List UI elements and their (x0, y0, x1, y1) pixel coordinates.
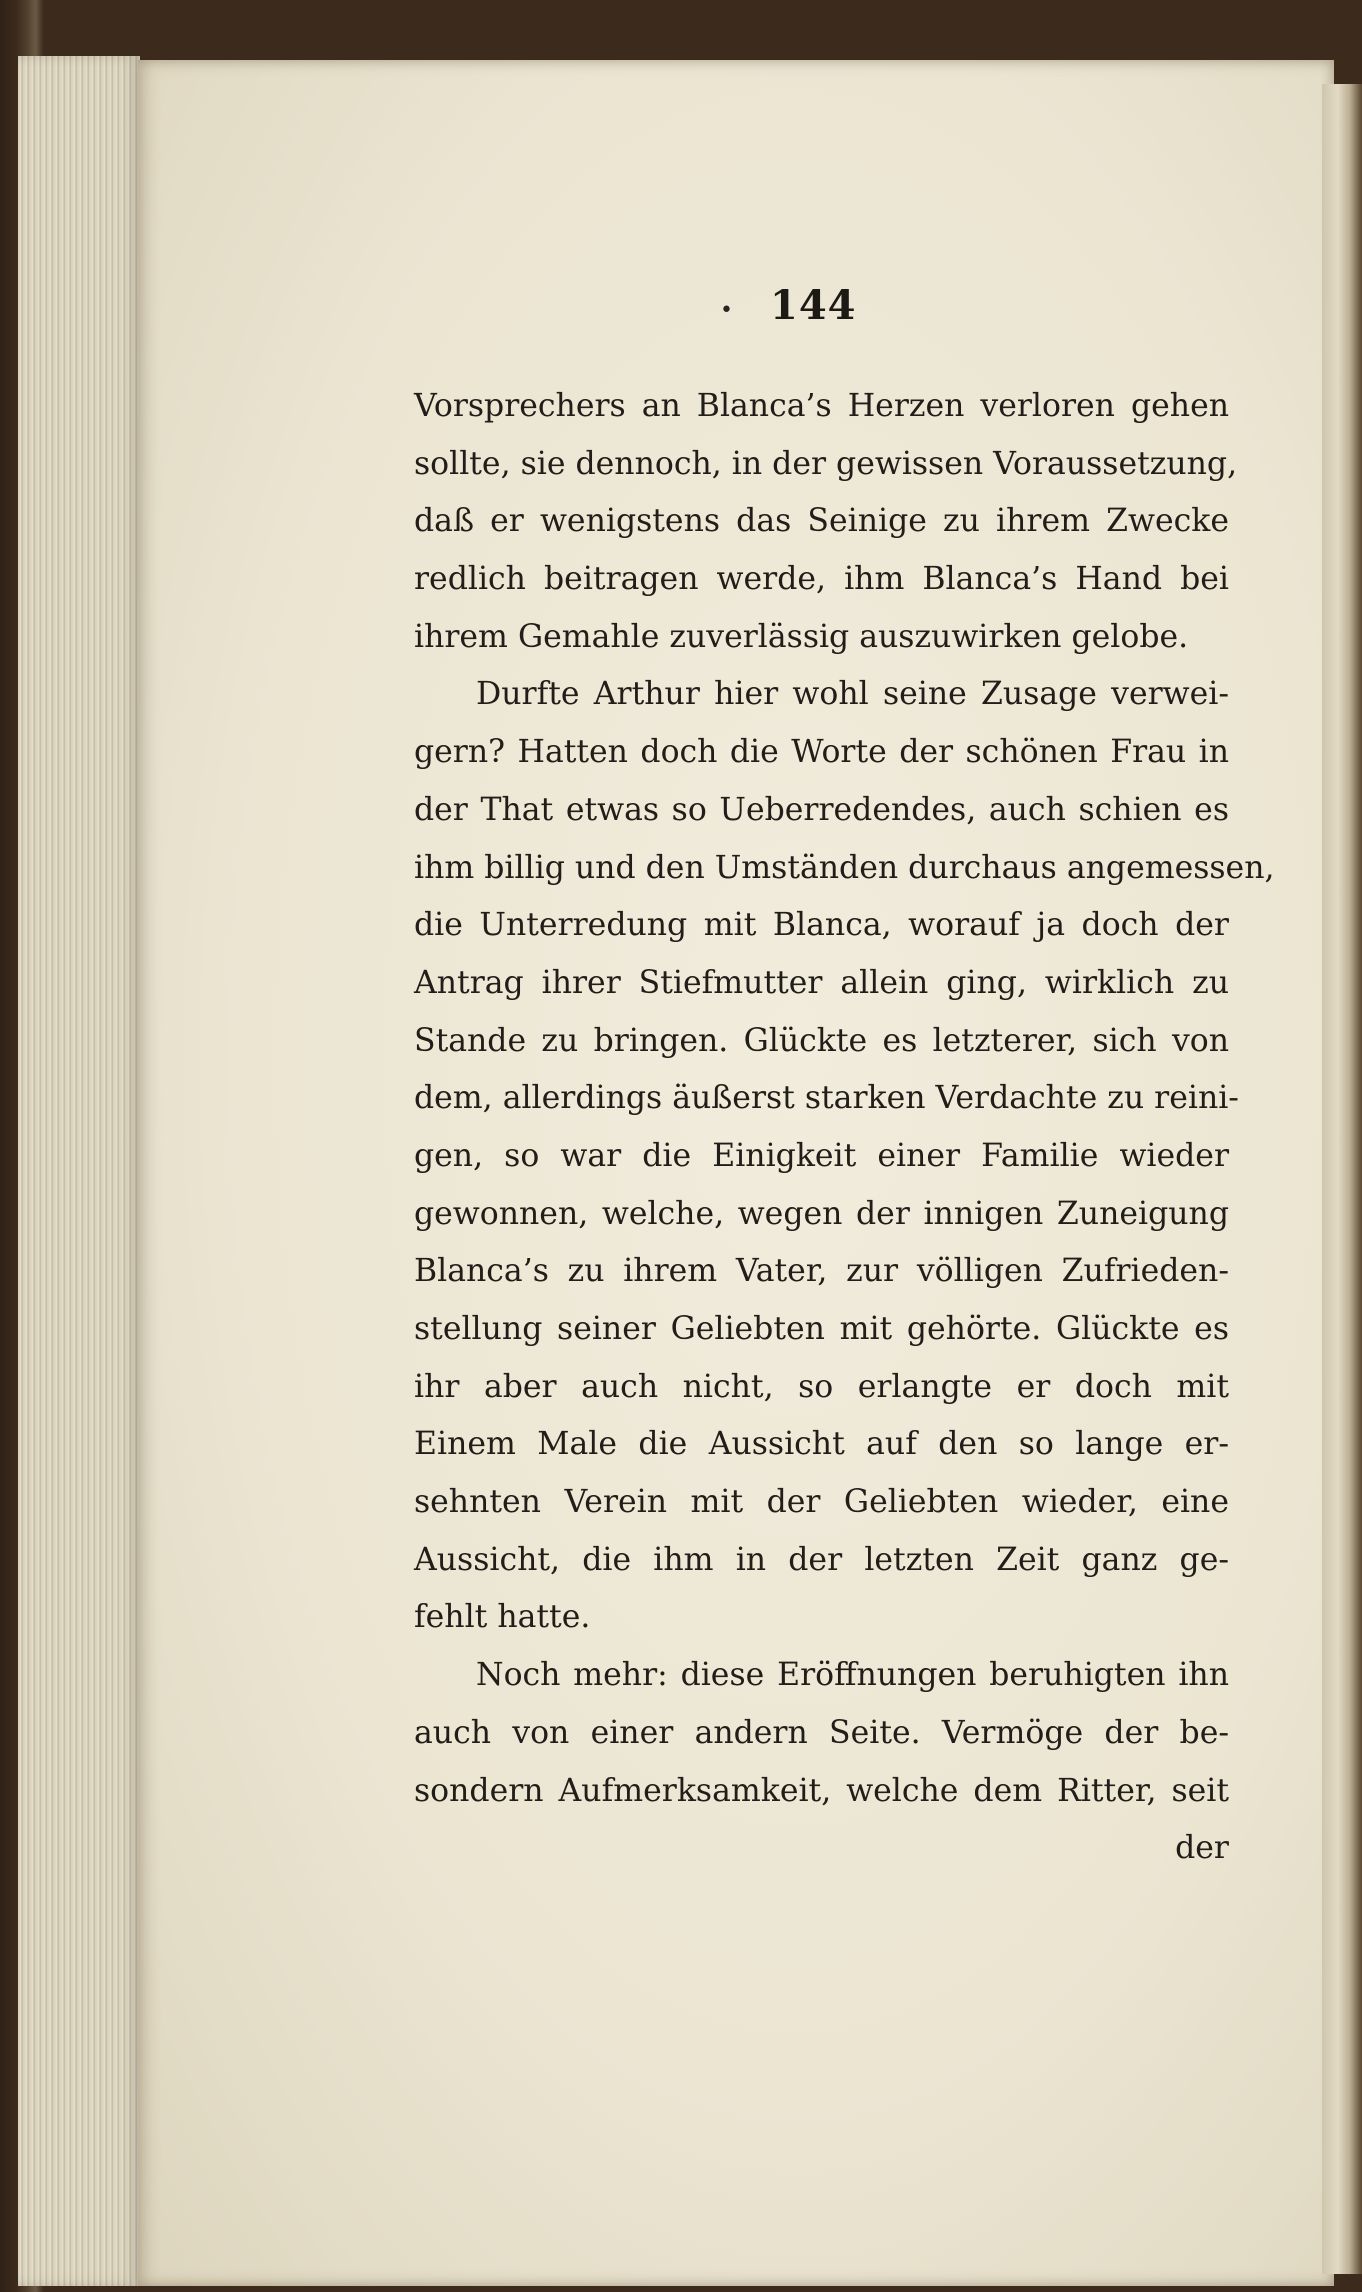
text-line: fehlt hatte. (414, 1599, 591, 1636)
header-ornament: • (720, 298, 733, 323)
text-line: Noch mehr: diese Eröffnungen beruhigten ihn (476, 1657, 1229, 1694)
text-line: sondern Aufmerksamkeit, welche dem Ritter, seit (414, 1772, 1229, 1809)
text-line: Antrag ihrer Stiefmutter allein ging, wirklich zu (414, 964, 1229, 1001)
text-line: redlich beitragen werde, ihm Blanca’s Hand bei (414, 561, 1229, 598)
text-line: ihrem Gemahle zuverlässig auszuwirken gelobe. (414, 618, 1189, 655)
text-line: sehnten Verein mit der Geliebten wieder, eine (414, 1484, 1229, 1521)
page-edge-stack (18, 56, 140, 2286)
page-number: 144 (770, 282, 857, 329)
text-line: auch von einer andern Seite. Vermöge der be- (414, 1714, 1229, 1751)
text-line: die Unterredung mit Blanca, worauf ja doch der (414, 907, 1229, 944)
text-line: Aussicht, die ihm in der letzten Zeit ganz ge- (414, 1541, 1229, 1578)
text-line: Blanca’s zu ihrem Vater, zur völligen Zufrieden- (414, 1253, 1229, 1290)
text-line: ihr aber auch nicht, so erlangte er doch mit (414, 1368, 1229, 1405)
text-line: Einem Male die Aussicht auf den so lange er- (414, 1426, 1229, 1463)
text-line: dem, allerdings äußerst starken Verdachte zu reini- (414, 1080, 1239, 1117)
text-line: sollte, sie dennoch, in der gewissen Voraussetzung, (414, 445, 1238, 482)
text-line: ihm billig und den Umständen durchaus angemessen, (414, 849, 1275, 886)
text-line: der That etwas so Ueberredendes, auch schien es (414, 791, 1229, 828)
text-line: gern? Hatten doch die Worte der schönen Frau in (414, 734, 1229, 771)
text-line: stellung seiner Geliebten mit gehörte. Glückte es (414, 1311, 1229, 1347)
body-text (414, 378, 1275, 1878)
text-line: Vorsprechers an Blanca’s Herzen verloren gehen (414, 388, 1229, 424)
text-line: gewonnen, welche, wegen der innigen Zuneigung (414, 1195, 1229, 1232)
text-line: gen, so war die Einigkeit einer Familie wieder (414, 1137, 1229, 1174)
text-line: Stande zu bringen. Glückte es letzterer, sich von (414, 1022, 1229, 1059)
text-line: daß er wenigstens das Seinige zu ihrem Zwecke (414, 503, 1229, 540)
right-page-edge (1322, 84, 1362, 2274)
text-line: Durfte Arthur hier wohl seine Zusage verwei- (476, 676, 1229, 713)
catchword: der (1175, 1830, 1229, 1867)
